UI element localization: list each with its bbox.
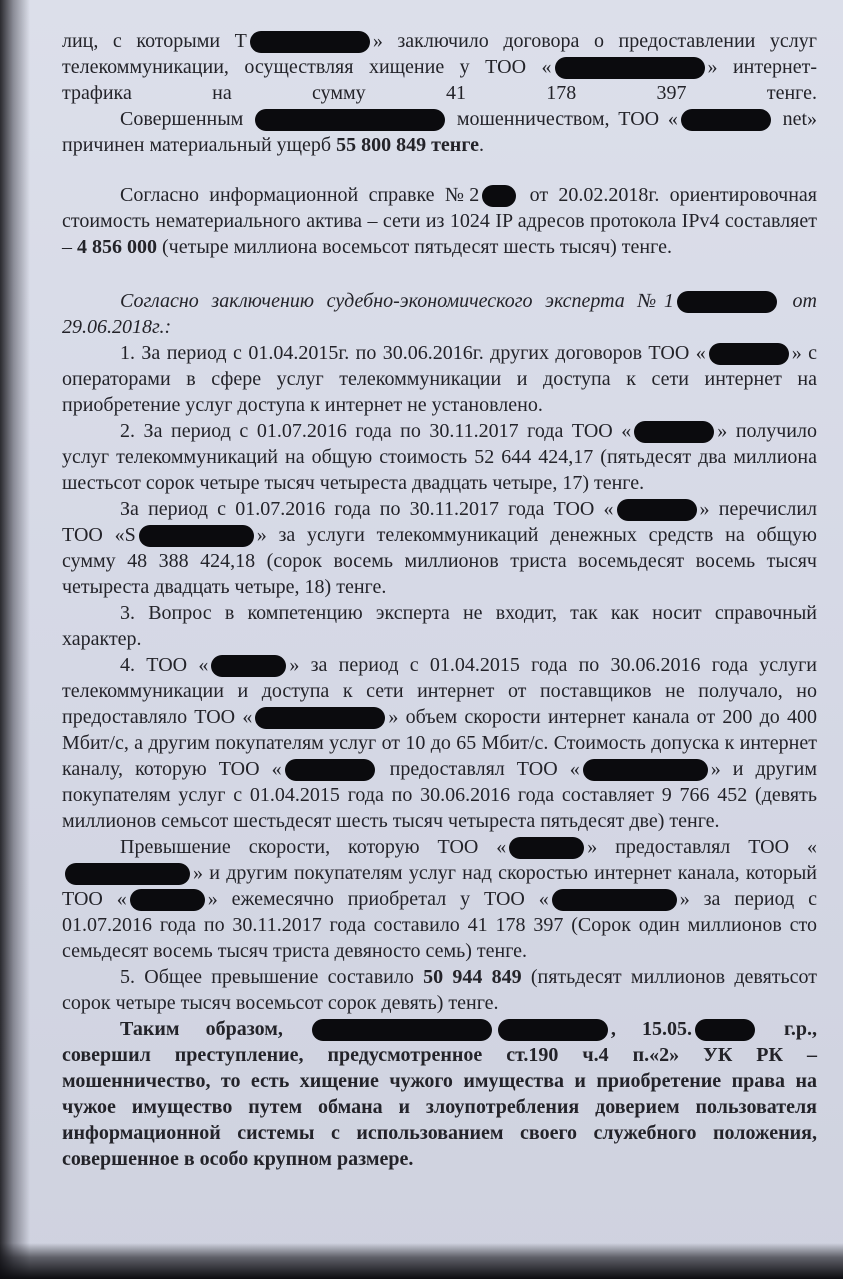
list-item-2-payments: За период с 01.07.2016 года по 30.11.2017 года ТОО « » перечислил ТОО «S » за услуги телекоммуникаций денежных средств на общую сумму 48 388 424,18 (сорок восемь миллионов триста восемьдесят восемь тысяч четыреста двадцать четыре, 18) тенге. — [62, 498, 817, 598]
redaction-mark — [552, 889, 677, 911]
redaction-mark — [555, 57, 705, 79]
paragraph-speed-excess: Превышение скорости, которую ТОО « » предоставлял ТОО «» и другим покупателям услуг над скоростью интернет канала, который ТОО « » ежемесячно приобретал у ТОО « » за период с 01.07.2016 года по 30.11.2017 года составило 41 178 397 (Сорок один миллионов сто семьдесят восемь тысяч триста девяносто семь) тенге. — [62, 836, 817, 962]
redaction-mark — [255, 109, 445, 131]
redaction-mark — [250, 31, 370, 53]
redaction-mark — [634, 421, 714, 443]
redaction-mark — [617, 499, 697, 521]
redaction-mark — [583, 759, 708, 781]
paragraph-contracts: лиц, с которыми Т » заключило договора о предоставлении услуг телекоммуникации, осуществляя хищение у ТОО « » интернет-трафика на сумму 41 178 397 тенге. — [62, 30, 817, 104]
photo-shadow-bottom — [0, 1243, 843, 1279]
list-item-1: 1. За период с 01.04.2015г. по 30.06.2016г. других договоров ТОО « » с операторами в сфере услуг телекоммуникации и доступа к сети интернет на приобретение услуг доступа к интернет не установлено. — [62, 342, 817, 416]
list-item-3: 3. Вопрос в компетенцию эксперта не входит, так как носит справочный характер. — [62, 602, 817, 650]
redaction-mark — [312, 1019, 492, 1041]
list-item-2: 2. За период с 01.07.2016 года по 30.11.2017 года ТОО « » получило услуг телекоммуникаций на общую стоимость 52 644 424,17 (пятьдесят два миллиона шестьсот сорок четыре тысяч четыреста двадцать четыре, 17) тенге. — [62, 420, 817, 494]
redaction-mark — [211, 655, 286, 677]
redaction-mark — [498, 1019, 608, 1041]
redaction-mark — [695, 1019, 755, 1041]
paragraph-info-reference: Согласно информационной справке №2 от 20.02.2018г. ориентировочная стоимость нематериального актива – сети из 1024 IP адресов протокола IPv4 составляет – 4 856 000 (четыре миллиона восемьсот пятьдесят шесть тысяч) тенге. — [62, 184, 817, 258]
paragraph-expert-heading: Согласно заключению судебно-экономического эксперта №1 от 29.06.2018г.: — [62, 290, 817, 338]
redaction-mark — [681, 109, 771, 131]
list-item-4: 4. ТОО « » за период с 01.04.2015 года по 30.06.2016 года услуги телекоммуникации и доступа к сети интернет от поставщиков не получало, но предоставляло ТОО « » объем скорости интернет канала от 200 до 400 Мбит/с, а другим покупателям услуг от 10 до 65 Мбит/с. Стоимость допуска к интернет каналу, которую ТОО « предоставлял ТОО « » и другим покупателям услуг с 01.04.2015 года по 30.06.2016 года составляет 9 766 452 (девять миллионов семьсот шестьдесят шесть тысяч четыреста пятьдесят две) тенге. — [62, 654, 818, 832]
paragraph-damage: Совершенным мошенничеством, ТОО « net» причинен материальный ущерб 55 800 849 тенге. — [62, 108, 818, 156]
redaction-mark — [509, 837, 584, 859]
list-item-5: 5. Общее превышение составило 50 944 849 (пятьдесят миллионов девятьсот сорок четыре тысяч восемьсот сорок девять) тенге. — [62, 966, 817, 1014]
redaction-mark — [709, 343, 789, 365]
redaction-mark — [139, 525, 254, 547]
paragraph-conclusion: Таким образом, , 15.05. г.р., совершил преступление, предусмотренное ст.190 ч.4 п.«2» УК РК – мошенничество, то есть хищение чужого имущества и приобретение права на чужое имущество путем обмана и злоупотребления доверием пользователя информационной системы с использованием своего служебного положения, совершенное в особо крупном размере. — [62, 1018, 817, 1170]
redaction-mark — [65, 863, 190, 885]
redaction-mark — [130, 889, 205, 911]
redaction-mark — [482, 185, 516, 207]
redaction-mark — [255, 707, 385, 729]
redaction-mark — [285, 759, 375, 781]
redaction-mark — [677, 291, 777, 313]
photo-shadow-left — [0, 0, 30, 1279]
